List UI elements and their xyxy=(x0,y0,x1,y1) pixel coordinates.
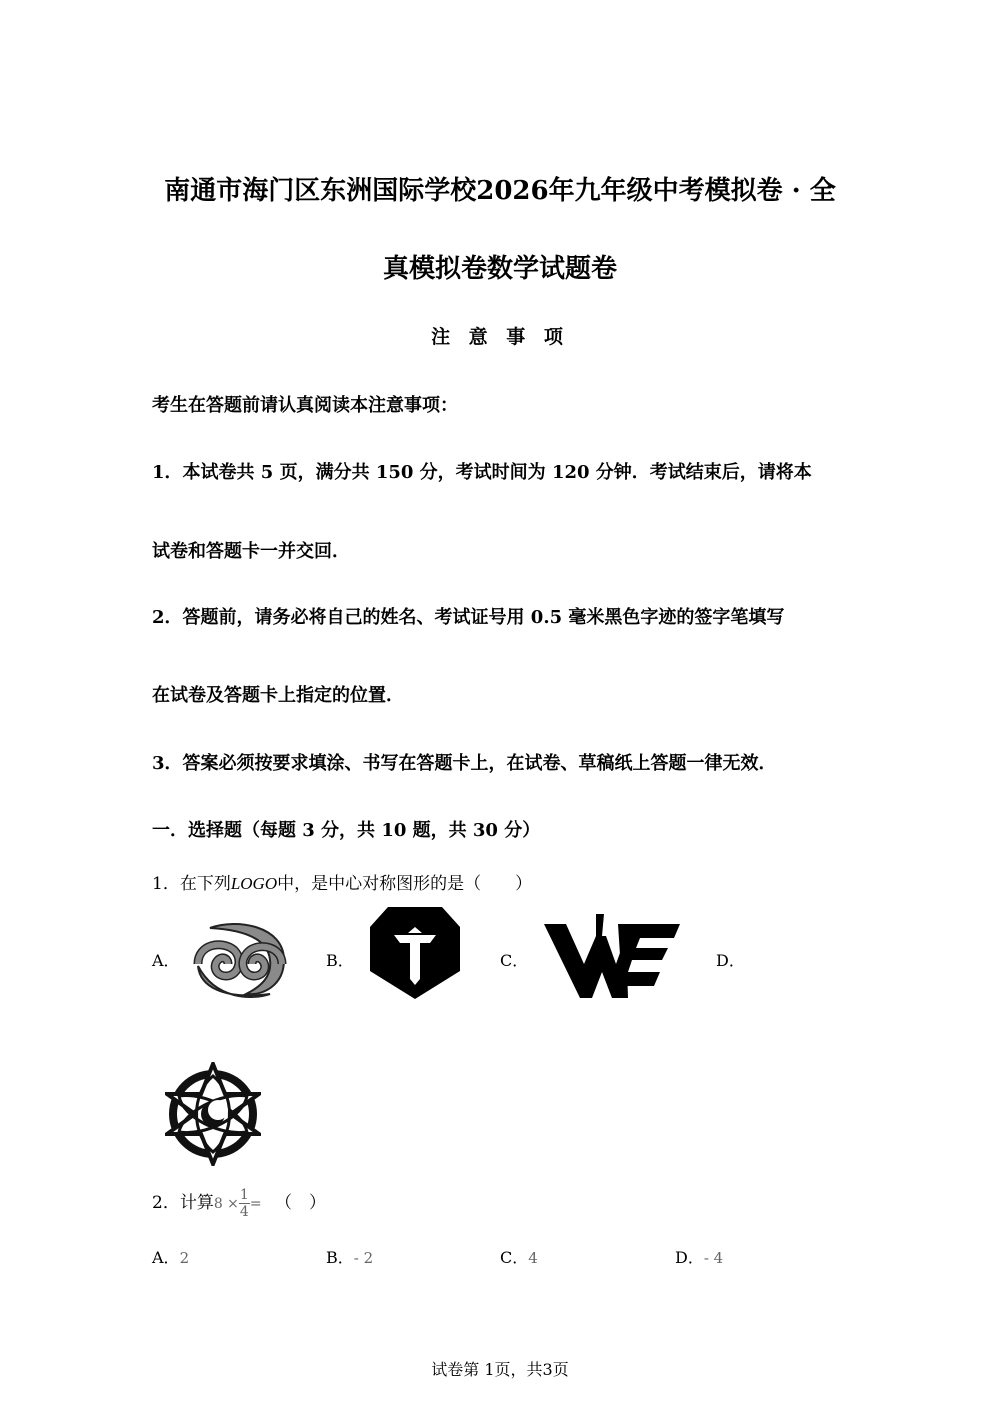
q1-option-c-label: C． xyxy=(500,951,529,970)
we-logo xyxy=(544,914,682,1000)
q2-option-d-label: D． xyxy=(675,1248,704,1267)
notice-intro: 考生在答题前请认真阅读本注意事项： xyxy=(152,395,458,416)
q2-option-a xyxy=(152,1245,189,1268)
q2-option-d-value: - 4 xyxy=(703,1249,724,1267)
rule-1-line-2: 试卷和答题卡一并交回． xyxy=(152,541,350,562)
q2-option-c-value: 4 xyxy=(528,1249,538,1267)
q2-expr-left: 8 × xyxy=(213,1196,239,1212)
section-1-heading: 一．选择题（每题 3 分，共 10 题，共 30 分） xyxy=(152,820,541,841)
page-footer: 试卷第 1页，共3页 xyxy=(431,1360,569,1379)
q2-fraction-denominator: 4 xyxy=(239,1204,249,1220)
q2-option-c xyxy=(500,1245,538,1268)
star-moon-logo xyxy=(165,1062,261,1166)
crab-swirl-logo xyxy=(192,920,288,1002)
question-2-prefix: 2．计算 xyxy=(152,1193,214,1213)
question-1-stem xyxy=(152,869,532,894)
q2-option-d xyxy=(675,1245,723,1268)
q2-option-b-label: B． xyxy=(326,1248,354,1267)
t-shield-logo xyxy=(368,905,462,1001)
question-2-stem xyxy=(152,1183,326,1224)
q1-option-b-label: B． xyxy=(326,951,354,970)
question-1-italic: LOGO xyxy=(230,874,278,893)
rule-1-line-1: 1．本试卷共 5 页，满分共 150 分，考试时间为 120 分钟．考试结束后，请将本 xyxy=(152,462,812,483)
question-1-suffix: 中，是中心对称图形的是（ ） xyxy=(277,874,533,894)
q2-option-c-label: C． xyxy=(500,1248,529,1267)
q1-option-d-label: D． xyxy=(716,951,745,970)
q2-fraction xyxy=(239,1187,250,1220)
q2-option-a-value: 2 xyxy=(179,1249,190,1267)
exam-title-line1: 南通市海门区东洲国际学校2026年九年级中考模拟卷 · 全 xyxy=(164,176,836,206)
q1-option-a-label: A． xyxy=(152,951,180,970)
rule-2-line-2: 在试卷及答题卡上指定的位置． xyxy=(152,685,404,706)
q2-option-b xyxy=(326,1245,373,1268)
exam-title-line2: 真模拟卷数学试题卷 xyxy=(382,254,617,284)
q2-option-a-label: A． xyxy=(152,1248,180,1267)
q2-fraction-numerator: 1 xyxy=(239,1187,249,1203)
question-2-suffix: （ ） xyxy=(274,1193,326,1213)
question-1-prefix: 1．在下列 xyxy=(152,874,231,894)
rule-2-line-1: 2．答题前，请务必将自己的姓名、考试证号用 0.5 毫米黑色字迹的签字笔填写 xyxy=(152,607,785,628)
q2-expr-right: = xyxy=(249,1196,262,1212)
q2-option-b-value: - 2 xyxy=(353,1249,374,1267)
notice-heading: 注 意 事 项 xyxy=(431,326,569,348)
rule-3: 3．答案必须按要求填涂、书写在答题卡上，在试卷、草稿纸上答题一律无效． xyxy=(152,753,777,774)
